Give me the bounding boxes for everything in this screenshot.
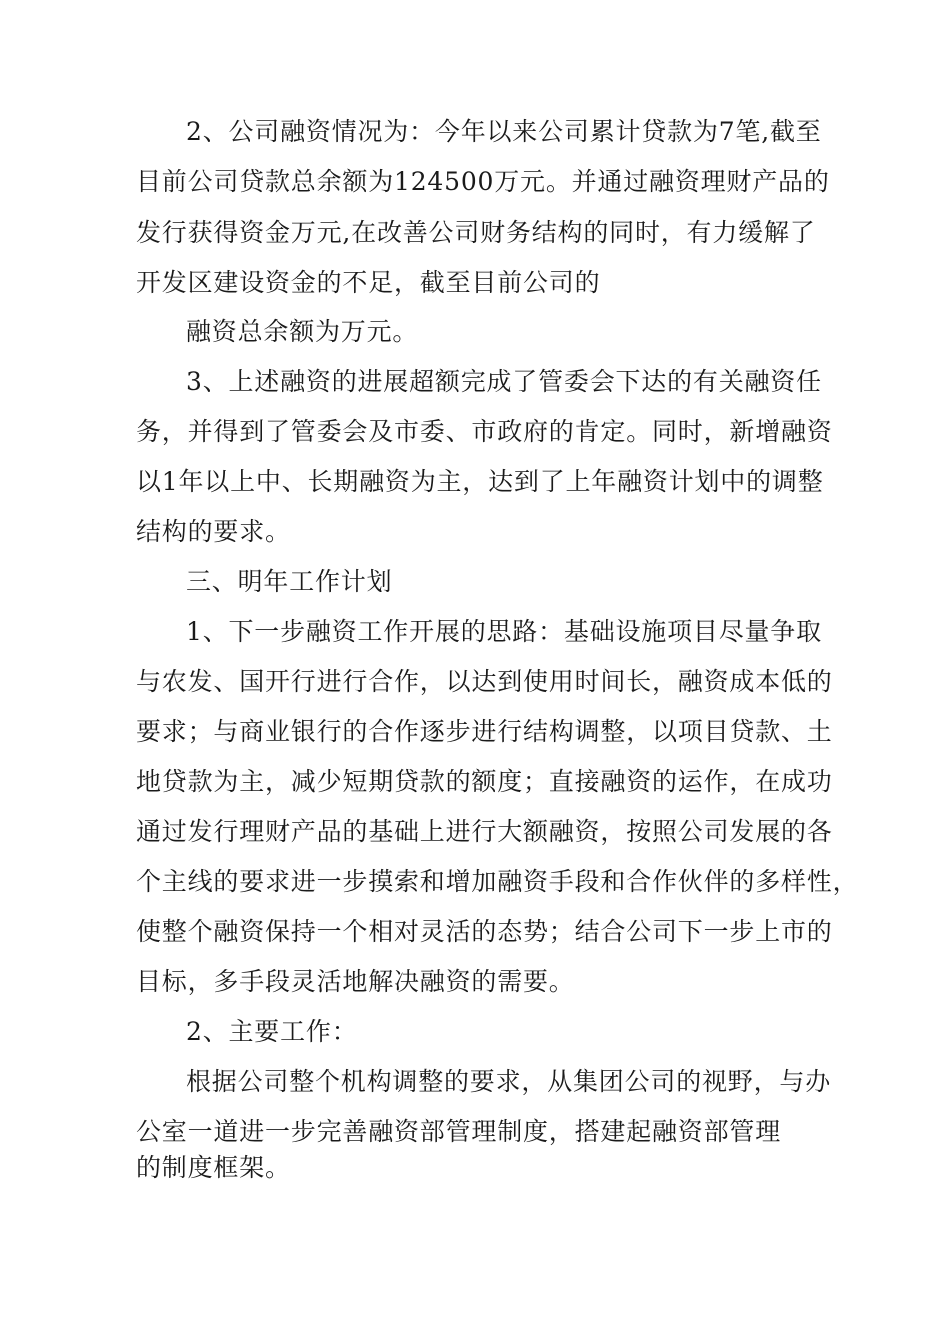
text-line: 目标，多手段灵活地解决融资的需要。 [136, 967, 575, 996]
text-line: 发行获得资金万元,在改善公司财务结构的同时，有力缓解了 [136, 218, 816, 247]
text-line: 2、主要工作： [186, 1017, 358, 1046]
text-line: 务，并得到了管委会及市委、市政府的肯定。同时，新增融资 [136, 417, 833, 446]
text-line: 要求；与商业银行的合作逐步进行结构调整，以项目贷款、土 [136, 717, 833, 746]
text-line: 公室一道进一步完善融资部管理制度，搭建起融资部管理 [136, 1117, 782, 1146]
text-line: 2、公司融资情况为：今年以来公司累计贷款为7笔,截至 [186, 117, 822, 146]
text-line: 1、下一步融资工作开展的思路：基础设施项目尽量争取 [186, 617, 822, 646]
text-line: 个主线的要求进一步摸索和增加融资手段和合作伙伴的多样性， [136, 867, 859, 896]
text-line: 根据公司整个机构调整的要求，从集团公司的视野，与办 [186, 1067, 832, 1096]
text-line: 使整个融资保持一个相对灵活的态势；结合公司下一步上市的 [136, 917, 833, 946]
text-line: 通过发行理财产品的基础上进行大额融资，按照公司发展的各 [136, 817, 833, 846]
text-line: 融资总余额为万元。 [186, 317, 419, 346]
text-line: 地贷款为主，减少短期贷款的额度；直接融资的运作，在成功 [136, 767, 833, 796]
text-line: 目前公司贷款总余额为124500万元。并通过融资理财产品的 [136, 167, 830, 196]
text-line: 的制度框架。 [136, 1153, 291, 1182]
section-heading: 三、明年工作计划 [186, 567, 393, 596]
text-line: 结构的要求。 [136, 517, 291, 546]
text-line: 3、上述融资的进展超额完成了管委会下达的有关融资任 [186, 367, 822, 396]
text-line: 与农发、国开行进行合作，以达到使用时间长，融资成本低的 [136, 667, 833, 696]
text-line: 开发区建设资金的不足，截至目前公司的 [136, 268, 601, 297]
text-line: 以1年以上中、长期融资为主，达到了上年融资计划中的调整 [136, 467, 824, 496]
